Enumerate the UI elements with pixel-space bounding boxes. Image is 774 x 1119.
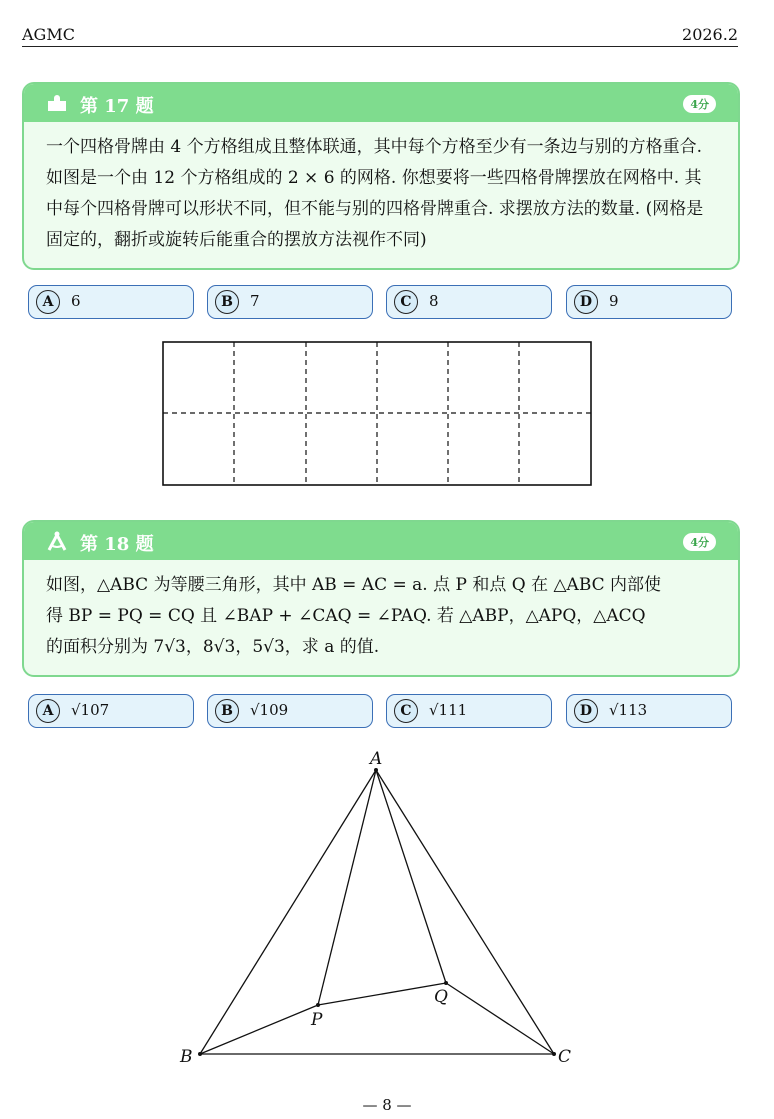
point-label-q: Q [434, 987, 448, 1007]
question-18-title: 第 18 题 [80, 534, 154, 555]
option-letter: C [394, 290, 418, 314]
question-18-line-1: 如图，△ABC 为等腰三角形，其中 AB = AC = a. 点 P 和点 Q 在 △ABC 内部使 [46, 575, 662, 595]
header-left: AGMC [22, 25, 75, 44]
option-value: 9 [609, 292, 619, 310]
question-17-text: 一个四格骨牌由 4 个方格组成且整体联通，其中每个方格至少有一条边与别的方格重合. 如图是一个由 12 个方格组成的 2 × 6 的网格. 你想要将一些四格骨牌摆放在网格中. 其中每个四格骨牌可以形状不同，但不能与别的四格骨牌重合. 求摆放方法的数量. (网格是固定的，翻折或旋转后能重合的摆放方法视作不同) [46, 137, 704, 250]
option-letter: A [36, 699, 60, 723]
question-17-score: 4分 [683, 95, 716, 113]
option-letter: B [215, 290, 239, 314]
option-letter: C [394, 699, 418, 723]
question-18-line-2: 得 BP = PQ = CQ 且 ∠BAP + ∠CAQ = ∠PAQ. 若 △ABP，△APQ，△ACQ [46, 606, 646, 626]
vertex-label-b: B [180, 1047, 193, 1067]
point-label-p: P [311, 1010, 323, 1030]
header-right: 2026.2 [682, 25, 738, 44]
option-value: √113 [609, 701, 648, 719]
question-18-score: 4分 [683, 533, 716, 551]
page-number: — 8 — [362, 1096, 412, 1114]
option-value: 6 [71, 292, 81, 310]
option-letter: B [215, 699, 239, 723]
option-letter: A [36, 290, 60, 314]
option-value: √109 [250, 701, 289, 719]
question-18-line-3: 的面积分别为 7√3，8√3，5√3，求 a 的值. [46, 637, 380, 657]
vertex-label-c: C [558, 1047, 572, 1067]
option-letter: D [574, 699, 598, 723]
option-letter: D [574, 290, 598, 314]
option-value: √111 [429, 701, 468, 719]
option-value: 8 [429, 292, 439, 310]
option-value: √107 [71, 701, 110, 719]
option-value: 7 [250, 292, 260, 310]
vertex-label-a: A [370, 749, 383, 769]
question-17-title: 第 17 题 [80, 96, 154, 117]
